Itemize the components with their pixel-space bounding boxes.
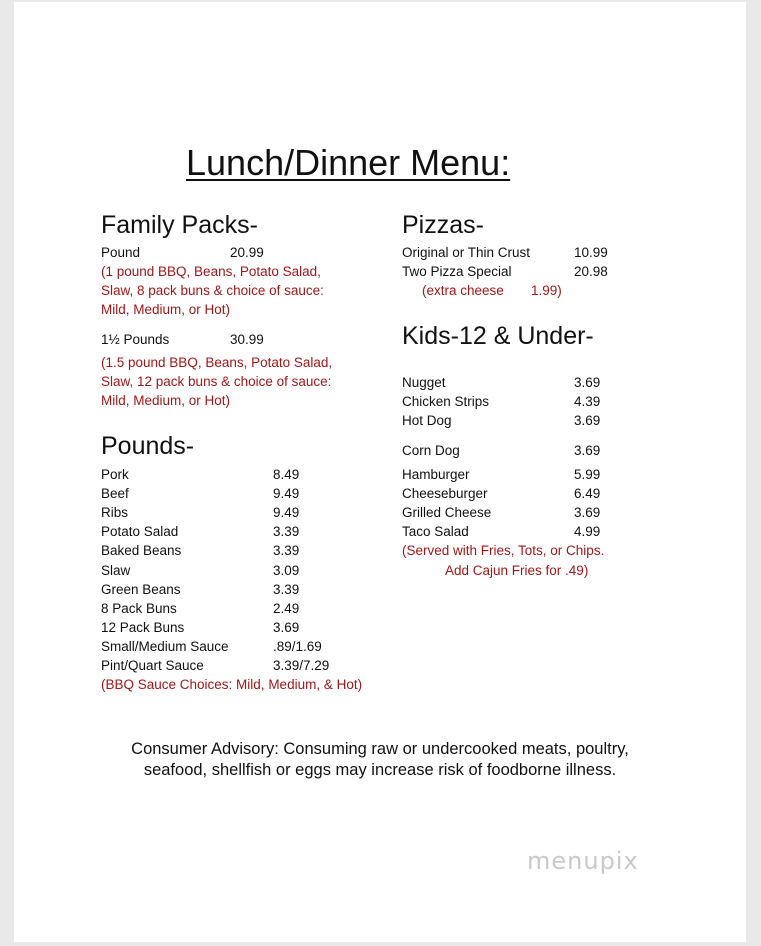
kids-heading: Kids-12 & Under-: [402, 322, 594, 350]
kids-item-price: 3.69: [574, 505, 601, 520]
consumer-advisory: Consumer Advisory: Consuming raw or undercooked meats, poultry, seafood, shellfish or eggs may increase risk of foodborne illness.: [131, 740, 629, 779]
pizza-item-price: 10.99: [574, 245, 608, 260]
pounds-item-name: 12 Pack Buns: [101, 620, 185, 635]
pounds-item-price: 9.49: [273, 486, 300, 501]
kids-item-price: 4.99: [574, 524, 601, 539]
kids-item-price: 3.69: [574, 375, 601, 390]
family-pack-1-5-desc-3: Mild, Medium, or Hot): [101, 393, 231, 408]
pounds-item-price: 3.69: [273, 620, 300, 635]
kids-item-name: Corn Dog: [402, 443, 460, 458]
family-pack-pound-name: Pound: [101, 245, 141, 260]
family-pack-pound-desc-1: (1 pound BBQ, Beans, Potato Salad,: [101, 264, 321, 279]
family-pack-pound-desc-2: Slaw, 8 pack buns & choice of sauce:: [101, 283, 324, 298]
menupix-watermark: menupix: [527, 847, 639, 875]
pounds-heading: Pounds-: [101, 432, 195, 460]
pounds-item-name: Pint/Quart Sauce: [101, 658, 204, 673]
pounds-item-price: .89/1.69: [273, 639, 322, 654]
kids-item-price: 6.49: [574, 486, 601, 501]
pounds-item-price: 3.09: [273, 563, 300, 578]
pounds-item-price: 3.39: [273, 582, 300, 597]
kids-note-line1: (Served with Fries, Tots, or Chips.: [402, 543, 605, 558]
pizza-item-name: Original or Thin Crust: [402, 245, 531, 260]
kids-item-price: 5.99: [574, 467, 601, 482]
pounds-item-name: Slaw: [101, 563, 131, 578]
family-pack-1-5-desc-1: (1.5 pound BBQ, Beans, Potato Salad,: [101, 355, 333, 370]
pounds-item-name: Green Beans: [101, 582, 181, 597]
kids-item-name: Hot Dog: [402, 413, 452, 428]
family-pack-1-5-price: 30.99: [230, 332, 264, 347]
pounds-item-price: 2.49: [273, 601, 300, 616]
family-packs-heading: Family Packs-: [101, 211, 258, 239]
kids-item-name: Grilled Cheese: [402, 505, 492, 520]
pounds-item-name: Pork: [101, 467, 129, 482]
family-pack-1-5-name: 1½ Pounds: [101, 332, 170, 347]
pounds-item-name: 8 Pack Buns: [101, 601, 177, 616]
pounds-item-price: 3.39: [273, 543, 300, 558]
menu-title: Lunch/Dinner Menu:: [186, 142, 511, 183]
kids-item-price: 3.69: [574, 413, 601, 428]
pizza-item-price: 20.98: [574, 264, 608, 279]
kids-item-price: 3.69: [574, 443, 601, 458]
pounds-item-name: Ribs: [101, 505, 129, 520]
kids-item-price: 4.39: [574, 394, 601, 409]
kids-item-name: Chicken Strips: [402, 394, 490, 409]
bbq-sauce-note: (BBQ Sauce Choices: Mild, Medium, & Hot): [101, 677, 363, 692]
kids-item-name: Cheeseburger: [402, 486, 488, 501]
pizzas-heading: Pizzas-: [402, 211, 484, 239]
kids-item-name: Hamburger: [402, 467, 470, 482]
family-pack-pound-desc-3: Mild, Medium, or Hot): [101, 302, 231, 317]
kids-item-name: Nugget: [402, 375, 446, 390]
extra-cheese-label: (extra cheese: [422, 283, 504, 298]
kids-note-line2: Add Cajun Fries for .49): [445, 563, 589, 578]
pizza-item-name: Two Pizza Special: [402, 264, 512, 279]
family-pack-pound-price: 20.99: [230, 245, 264, 260]
pounds-item-price: 8.49: [273, 467, 300, 482]
kids-item-name: Taco Salad: [402, 524, 469, 539]
pounds-item-name: Baked Beans: [101, 543, 182, 558]
family-pack-1-5-desc-2: Slaw, 12 pack buns & choice of sauce:: [101, 374, 332, 389]
pounds-item-name: Beef: [101, 486, 129, 501]
pounds-item-price: 3.39/7.29: [273, 658, 330, 673]
extra-cheese-price: 1.99): [531, 283, 562, 298]
pounds-item-name: Small/Medium Sauce: [101, 639, 229, 654]
pounds-item-price: 3.39: [273, 524, 300, 539]
pounds-item-name: Potato Salad: [101, 524, 179, 539]
pounds-item-price: 9.49: [273, 505, 300, 520]
